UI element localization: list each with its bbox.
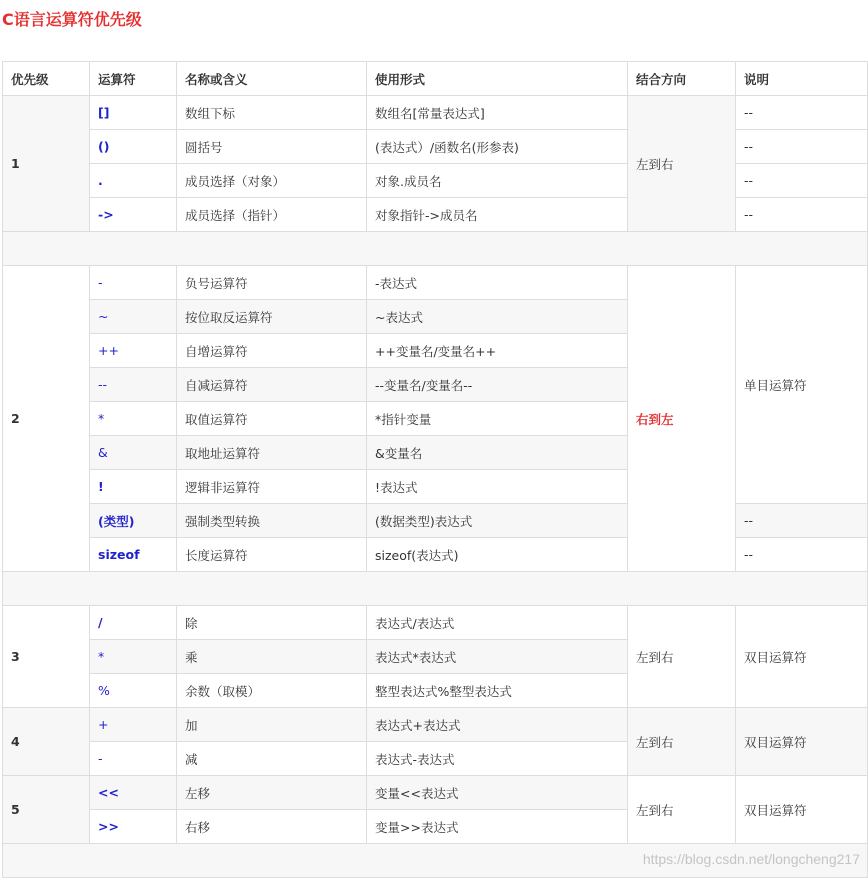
- note-cell: --: [736, 96, 868, 130]
- table-row: [3, 96, 868, 130]
- priority-cell: 1: [3, 96, 90, 232]
- usage-cell: ~表达式: [367, 300, 628, 334]
- direction-cell: 左到右: [628, 708, 736, 776]
- usage-cell: *指针变量: [367, 402, 628, 436]
- operator-cell: sizeof: [90, 538, 177, 572]
- note-cell: --: [736, 130, 868, 164]
- name-cell: 成员选择（指针）: [177, 198, 367, 232]
- name-cell: 除: [177, 606, 367, 640]
- header-direction: 结合方向: [628, 62, 736, 96]
- header-usage: 使用形式: [367, 62, 628, 96]
- note-cell: 双目运算符: [736, 776, 868, 844]
- precedence-table: [2, 61, 868, 878]
- usage-cell: 变量<<表达式: [367, 776, 628, 810]
- name-cell: 取值运算符: [177, 402, 367, 436]
- usage-cell: (数据类型)表达式: [367, 504, 628, 538]
- usage-cell: (表达式）/函数名(形参表): [367, 130, 628, 164]
- note-cell: --: [736, 538, 868, 572]
- name-cell: 加: [177, 708, 367, 742]
- name-cell: 负号运算符: [177, 266, 367, 300]
- operator-cell: >>: [90, 810, 177, 844]
- usage-cell: !表达式: [367, 470, 628, 504]
- operator-cell: %: [90, 674, 177, 708]
- separator-cell: [3, 572, 868, 606]
- direction-cell: 左到右: [628, 776, 736, 844]
- operator-cell: --: [90, 368, 177, 402]
- header-operator: 运算符: [90, 62, 177, 96]
- name-cell: 右移: [177, 810, 367, 844]
- name-cell: 乘: [177, 640, 367, 674]
- usage-cell: 表达式+表达式: [367, 708, 628, 742]
- name-cell: 左移: [177, 776, 367, 810]
- operator-cell: .: [90, 164, 177, 198]
- priority-cell: 2: [3, 266, 90, 572]
- separator-row: [3, 572, 868, 606]
- table-row: [3, 130, 868, 164]
- note-cell: 单目运算符: [736, 266, 868, 504]
- separator-cell: [3, 232, 868, 266]
- usage-cell: ++变量名/变量名++: [367, 334, 628, 368]
- table-row: [3, 198, 868, 232]
- usage-cell: 表达式/表达式: [367, 606, 628, 640]
- operator-cell: *: [90, 640, 177, 674]
- usage-cell: sizeof(表达式): [367, 538, 628, 572]
- name-cell: 成员选择（对象）: [177, 164, 367, 198]
- priority-cell: 3: [3, 606, 90, 708]
- usage-cell: 整型表达式%整型表达式: [367, 674, 628, 708]
- header-name: 名称或含义: [177, 62, 367, 96]
- header-priority: 优先级: [3, 62, 90, 96]
- name-cell: 按位取反运算符: [177, 300, 367, 334]
- operator-cell: -: [90, 266, 177, 300]
- usage-cell: -表达式: [367, 266, 628, 300]
- priority-cell: 4: [3, 708, 90, 776]
- table-row: [3, 164, 868, 198]
- operator-cell: ~: [90, 300, 177, 334]
- usage-cell: 数组名[常量表达式]: [367, 96, 628, 130]
- header-note: 说明: [736, 62, 868, 96]
- name-cell: 强制类型转换: [177, 504, 367, 538]
- note-cell: 双目运算符: [736, 708, 868, 776]
- usage-cell: 变量>>表达式: [367, 810, 628, 844]
- operator-cell: (): [90, 130, 177, 164]
- name-cell: 自增运算符: [177, 334, 367, 368]
- name-cell: 逻辑非运算符: [177, 470, 367, 504]
- operator-cell: ->: [90, 198, 177, 232]
- usage-cell: 对象.成员名: [367, 164, 628, 198]
- name-cell: 圆括号: [177, 130, 367, 164]
- operator-cell: *: [90, 402, 177, 436]
- note-cell: --: [736, 198, 868, 232]
- operator-cell: +: [90, 708, 177, 742]
- page-title: C语言运算符优先级: [2, 10, 142, 29]
- usage-cell: &变量名: [367, 436, 628, 470]
- usage-cell: 对象指针->成员名: [367, 198, 628, 232]
- note-cell: 双目运算符: [736, 606, 868, 708]
- usage-cell: 表达式*表达式: [367, 640, 628, 674]
- operator-cell: &: [90, 436, 177, 470]
- operator-cell: ++: [90, 334, 177, 368]
- operator-cell: (类型): [90, 504, 177, 538]
- table-row: [3, 266, 868, 300]
- name-cell: 取地址运算符: [177, 436, 367, 470]
- operator-cell: []: [90, 96, 177, 130]
- table-row: [3, 538, 868, 572]
- operator-cell: /: [90, 606, 177, 640]
- operator-cell: -: [90, 742, 177, 776]
- header-row: [3, 62, 868, 96]
- direction-cell: 左到右: [628, 96, 736, 232]
- direction-cell: 右到左: [628, 266, 736, 572]
- name-cell: 余数（取模）: [177, 674, 367, 708]
- operator-cell: !: [90, 470, 177, 504]
- note-cell: --: [736, 504, 868, 538]
- table-row: [3, 708, 868, 742]
- name-cell: 减: [177, 742, 367, 776]
- table-row: [3, 606, 868, 640]
- separator-row: [3, 232, 868, 266]
- operator-cell: <<: [90, 776, 177, 810]
- name-cell: 长度运算符: [177, 538, 367, 572]
- direction-cell: 左到右: [628, 606, 736, 708]
- usage-cell: 表达式-表达式: [367, 742, 628, 776]
- table-row: [3, 776, 868, 810]
- name-cell: 自减运算符: [177, 368, 367, 402]
- priority-cell: 5: [3, 776, 90, 844]
- usage-cell: --变量名/变量名--: [367, 368, 628, 402]
- note-cell: --: [736, 164, 868, 198]
- table-row: [3, 504, 868, 538]
- watermark: https://blog.csdn.net/longcheng217: [642, 851, 860, 867]
- name-cell: 数组下标: [177, 96, 367, 130]
